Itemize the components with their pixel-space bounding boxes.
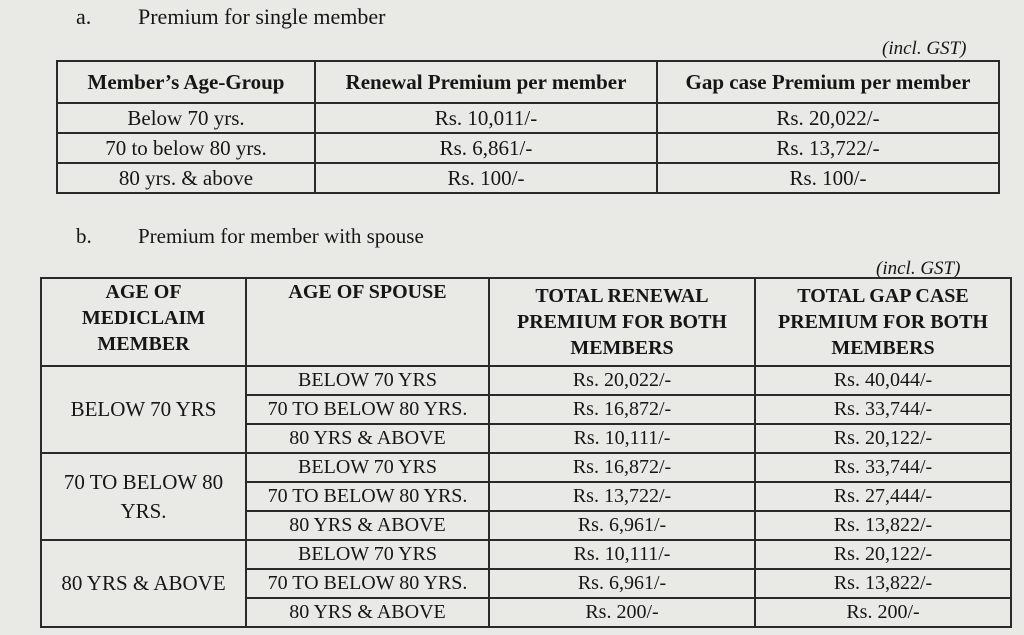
header-age-group: Member’s Age-Group: [57, 61, 315, 103]
total-renewal-cell: Rs. 6,961/-: [489, 511, 755, 540]
section-a-title: Premium for single member: [138, 4, 386, 29]
member-age-cell: 80 YRS & ABOVE: [41, 540, 246, 627]
total-renewal-cell: Rs. 16,872/-: [489, 395, 755, 424]
total-renewal-cell: Rs. 10,111/-: [489, 424, 755, 453]
total-renewal-cell: Rs. 6,961/-: [489, 569, 755, 598]
section-a-marker: a.: [76, 4, 92, 29]
section-b-heading: [76, 224, 424, 249]
total-renewal-cell: Rs. 10,111/-: [489, 540, 755, 569]
total-gap-cell: Rs. 33,744/-: [755, 395, 1011, 424]
total-renewal-cell: Rs. 13,722/-: [489, 482, 755, 511]
header-member-age: AGE OF MEDICLAIM MEMBER: [41, 278, 246, 366]
header-spouse-age: AGE OF SPOUSE: [246, 278, 489, 366]
total-gap-cell: Rs. 200/-: [755, 598, 1011, 627]
renewal-premium-cell: Rs. 6,861/-: [315, 133, 657, 163]
spouse-age-cell: 80 YRS & ABOVE: [246, 424, 489, 453]
total-renewal-cell: Rs. 20,022/-: [489, 366, 755, 395]
table-header-row: [57, 61, 999, 103]
spouse-age-cell: BELOW 70 YRS: [246, 540, 489, 569]
total-gap-cell: Rs. 27,444/-: [755, 482, 1011, 511]
header-renewal-premium: Renewal Premium per member: [315, 61, 657, 103]
section-b-title: Premium for member with spouse: [138, 224, 424, 248]
spouse-age-cell: BELOW 70 YRS: [246, 453, 489, 482]
total-gap-cell: Rs. 13,822/-: [755, 511, 1011, 540]
member-with-spouse-premium-table: [40, 277, 1012, 628]
member-age-cell: 70 TO BELOW 80 YRS.: [41, 453, 246, 540]
section-b-marker: b.: [76, 224, 92, 248]
table-row: [57, 133, 999, 163]
total-gap-cell: Rs. 40,044/-: [755, 366, 1011, 395]
header-total-gap-case: TOTAL GAP CASE PREMIUM FOR BOTH MEMBERS: [755, 278, 1011, 366]
gap-premium-cell: Rs. 13,722/-: [657, 133, 999, 163]
renewal-premium-cell: Rs. 100/-: [315, 163, 657, 193]
section-a-heading: [76, 4, 385, 30]
spouse-age-cell: 70 TO BELOW 80 YRS.: [246, 395, 489, 424]
age-group-cell: 80 yrs. & above: [57, 163, 315, 193]
table-row: [57, 103, 999, 133]
section-b-gst-note: (incl. GST): [876, 258, 961, 279]
member-age-cell: BELOW 70 YRS: [41, 366, 246, 453]
header-total-renewal: TOTAL RENEWAL PREMIUM FOR BOTH MEMBERS: [489, 278, 755, 366]
gap-premium-cell: Rs. 100/-: [657, 163, 999, 193]
total-renewal-cell: Rs. 16,872/-: [489, 453, 755, 482]
age-group-cell: 70 to below 80 yrs.: [57, 133, 315, 163]
spouse-age-cell: 80 YRS & ABOVE: [246, 598, 489, 627]
total-gap-cell: Rs. 20,122/-: [755, 540, 1011, 569]
spouse-age-cell: 70 TO BELOW 80 YRS.: [246, 482, 489, 511]
age-group-cell: Below 70 yrs.: [57, 103, 315, 133]
table-row: [41, 453, 1011, 482]
total-gap-cell: Rs. 33,744/-: [755, 453, 1011, 482]
spouse-age-cell: BELOW 70 YRS: [246, 366, 489, 395]
table-row: [41, 366, 1011, 395]
table-header-row: [41, 278, 1011, 366]
spouse-age-cell: 70 TO BELOW 80 YRS.: [246, 569, 489, 598]
table-row: [41, 540, 1011, 569]
table-row: [57, 163, 999, 193]
spouse-age-cell: 80 YRS & ABOVE: [246, 511, 489, 540]
gap-premium-cell: Rs. 20,022/-: [657, 103, 999, 133]
total-gap-cell: Rs. 13,822/-: [755, 569, 1011, 598]
renewal-premium-cell: Rs. 10,011/-: [315, 103, 657, 133]
total-renewal-cell: Rs. 200/-: [489, 598, 755, 627]
header-gap-case-premium: Gap case Premium per member: [657, 61, 999, 103]
total-gap-cell: Rs. 20,122/-: [755, 424, 1011, 453]
section-a-gst-note: (incl. GST): [882, 38, 967, 59]
single-member-premium-table: [56, 60, 1000, 194]
